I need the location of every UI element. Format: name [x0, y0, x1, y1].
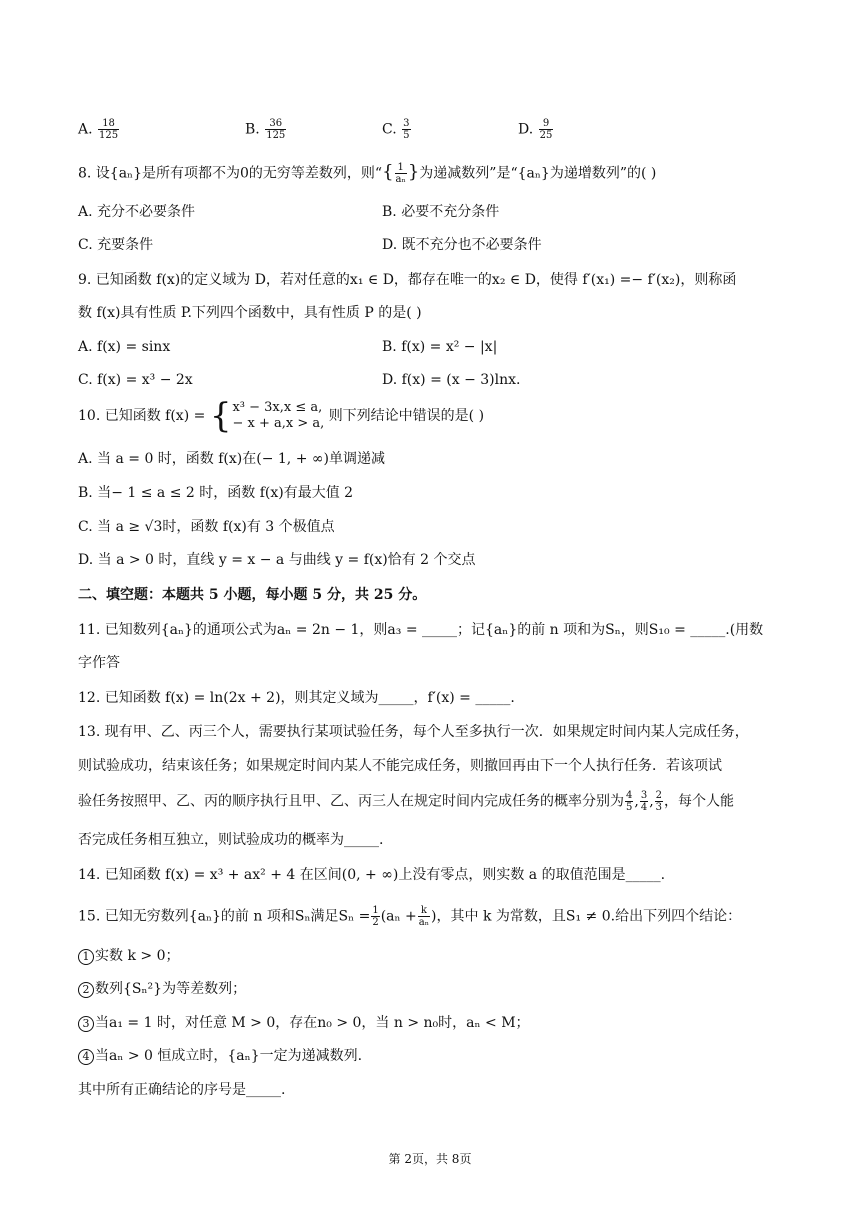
q10-piece1: x³ − 3x,x ≤ a, — [232, 400, 323, 415]
q13-prob-2-den: 4 — [640, 802, 648, 813]
q9-stem-line1: 9. 已知函数 f(x)的定义域为 D，若对任意的x₁ ∈ D，都存在唯一的x₂ ∈ D，使得 f′(x₁) =− f′(x₂)，则称函 — [78, 272, 737, 288]
q15-k-num: k — [418, 905, 430, 917]
q15-half — [371, 905, 379, 928]
q15-conclusion-2-text: 数列{Sₙ²}为等差数列； — [95, 981, 247, 997]
q15-conclusion-2 — [78, 979, 246, 999]
q8-fraction — [395, 162, 407, 185]
q9-option-b: B. f(x) = x² − |x| — [382, 339, 498, 355]
q8-fraction-num: 1 — [395, 162, 407, 174]
q11-stem-line1: 11. 已知数列{aₙ}的通项公式为aₙ = 2n − 1，则a₃ = _____；记{aₙ}的前 n 项和为Sₙ，则S₁₀ = _____.(用数 — [78, 622, 764, 638]
q11-stem-line2: 字作答 — [78, 655, 120, 671]
q13-stem-line2: 则试验成功，结束该任务；如果规定时间内某人不能完成任务，则撤回再由下一个人执行任务．若该项试 — [78, 758, 722, 774]
q7-option-c-label: C. — [382, 121, 397, 138]
q8-stem-a: 8. 设{aₙ}是所有项都不为0的无穷等差数列，则“ — [78, 165, 383, 182]
q13-stem-line3b: ，每个人能 — [664, 793, 735, 810]
q13-prob-1-den: 5 — [626, 802, 633, 813]
q8-option-d: D. 既不充分也不必要条件 — [382, 237, 542, 253]
q10-option-b: B. 当− 1 ≤ a ≤ 2 时，函数 f(x)有最大值 2 — [78, 485, 354, 501]
q9-option-a: A. f(x) = sinx — [78, 339, 171, 355]
q7-option-b — [245, 118, 287, 141]
q10-option-a: A. 当 a = 0 时，函数 f(x)在(− 1, + ∞)单调递减 — [78, 451, 386, 467]
q13-prob-2-num: 3 — [640, 790, 648, 801]
q15-k-den: aₙ — [418, 917, 430, 928]
q15-conclusion-3-mark: 3 — [78, 1016, 94, 1032]
q10-option-c: C. 当 a ≥ √3时，函数 f(x)有 3 个极值点 — [78, 519, 335, 535]
q15-stem-c: )，其中 k 为常数，且S₁ ≠ 0.给出下列四个结论： — [431, 908, 742, 925]
q7-option-d-label: D. — [518, 121, 534, 138]
q13-prob-3-num: 2 — [655, 790, 663, 801]
q10-stem — [78, 398, 484, 434]
q15-conclusion-4-mark: 4 — [78, 1049, 94, 1065]
q7-option-c-num: 3 — [403, 118, 410, 129]
q15-half-den: 2 — [372, 917, 379, 928]
q9-option-c: C. f(x) = x³ − 2x — [78, 372, 193, 388]
q9-stem-line2: 数 f(x)具有性质 P.下列四个函数中，具有性质 P 的是( ) — [78, 305, 422, 321]
q7-option-d-num: 9 — [539, 118, 554, 130]
q7-option-a-fraction — [98, 118, 119, 141]
q10-stem-suffix: 则下列结论中错误的是( ) — [328, 408, 485, 424]
q10-option-d: D. 当 a > 0 时，直线 y = x − a 与曲线 y = f(x)恰有 2 个交点 — [78, 552, 476, 568]
q13-prob-2 — [640, 790, 648, 813]
q10-brace: { — [209, 396, 232, 436]
q13-stem-line4: 否完成任务相互独立，则试验成功的概率为_____. — [78, 832, 384, 848]
q13-prob-1-num: 4 — [626, 790, 633, 801]
q15-conclusion-4-text: 当aₙ > 0 恒成立时，{aₙ}一定为递减数列. — [95, 1048, 363, 1064]
q15-conclusion-4 — [78, 1046, 362, 1066]
q13-prob-1 — [625, 790, 633, 813]
page-footer: 第 2页，共 8页 — [388, 1152, 472, 1166]
q15-conclusion-1-text: 实数 k > 0； — [95, 948, 180, 964]
section-heading-fill-in: 二、填空题：本题共 5 小题，每小题 5 分，共 25 分。 — [78, 587, 427, 603]
q15-conclusion-1-mark: 1 — [78, 949, 94, 965]
q13-stem-line3a: 验任务按照甲、乙、丙的顺序执行且甲、乙、丙三人在规定时间内完成任务的概率分别为 — [78, 793, 624, 810]
q8-option-a: A. 充分不必要条件 — [78, 204, 196, 220]
q15-stem-a: 15. 已知无穷数列{aₙ}的前 n 项和Sₙ满足Sₙ = — [78, 908, 371, 925]
q7-option-a-den: 125 — [99, 130, 119, 141]
q7-option-d — [518, 118, 554, 141]
q7-option-b-label: B. — [245, 121, 260, 138]
q10-piecewise — [232, 400, 324, 432]
q13-prob-3 — [655, 790, 663, 813]
q7-option-b-fraction — [265, 118, 286, 141]
q13-stem-line1: 13. 现有甲、乙、丙三个人，需要执行某项试验任务，每个人至多执行一次．如果规定时间内某人完成任务， — [78, 724, 749, 740]
q8-option-b: B. 必要不充分条件 — [382, 204, 500, 220]
q15-conclusion-3 — [78, 1013, 530, 1033]
q7-option-a — [78, 118, 120, 141]
q7-option-c-fraction — [402, 118, 410, 141]
q7-option-c-den: 5 — [403, 130, 410, 141]
q10-stem-prefix: 10. 已知函数 f(x) = — [78, 408, 206, 424]
q7-option-b-den: 125 — [266, 130, 286, 141]
q14-stem: 14. 已知函数 f(x) = x³ + ax² + 4 在区间(0, + ∞)上没有零点，则实数 a 的取值范围是_____. — [78, 867, 666, 883]
q8-option-c: C. 充要条件 — [78, 237, 154, 253]
q15-stem — [78, 905, 741, 928]
q8-fraction-den: aₙ — [395, 174, 406, 185]
q8-stem: 8. 设{aₙ}是所有项都不为0的无穷等差数列，则“{ $\frac{1}{\text{aₙ}}$ }为递减数列”是“{aₙ}为递增数列”的( ) — [78, 161, 657, 185]
q15-conclusion-2-mark: 2 — [78, 982, 94, 998]
q15-final-prompt: 其中所有正确结论的序号是_____. — [78, 1082, 286, 1098]
q7-option-c — [382, 118, 412, 141]
q7-option-a-num: 18 — [98, 118, 119, 130]
q13-stem-line3: 验任务按照甲、乙、丙的顺序执行且甲、乙、丙三人在规定时间内完成任务的概率分别为 $\frac{4}{5}$ , $\frac{3}{4}$ , $\frac{2}{3}$ ，每个人能 — [78, 790, 735, 813]
q15-conclusion-3-text: 当a₁ = 1 时，对任意 M > 0，存在n₀ > 0，当 n > n₀时，aₙ < M； — [95, 1015, 530, 1031]
q15-half-num: 1 — [372, 905, 379, 916]
q7-option-d-fraction — [539, 118, 554, 141]
q7-option-a-label: A. — [78, 121, 93, 138]
q8-stem-b: 为递减数列”是“{aₙ}为递增数列”的( ) — [419, 165, 657, 182]
q15-k-fraction — [418, 905, 430, 928]
q10-piece2: − x + a,x > a, — [232, 416, 325, 431]
q7-option-d-den: 25 — [539, 130, 553, 141]
q12-stem: 12. 已知函数 f(x) = ln(2x + 2)，则其定义域为_____，f′(x) = _____. — [78, 690, 515, 706]
q13-prob-3-den: 3 — [655, 802, 663, 813]
q7-option-b-num: 36 — [265, 118, 286, 130]
q9-option-d: D. f(x) = (x − 3)lnx. — [382, 372, 521, 388]
q15-stem-b: (aₙ + — [380, 908, 417, 925]
q15-conclusion-1 — [78, 946, 179, 966]
